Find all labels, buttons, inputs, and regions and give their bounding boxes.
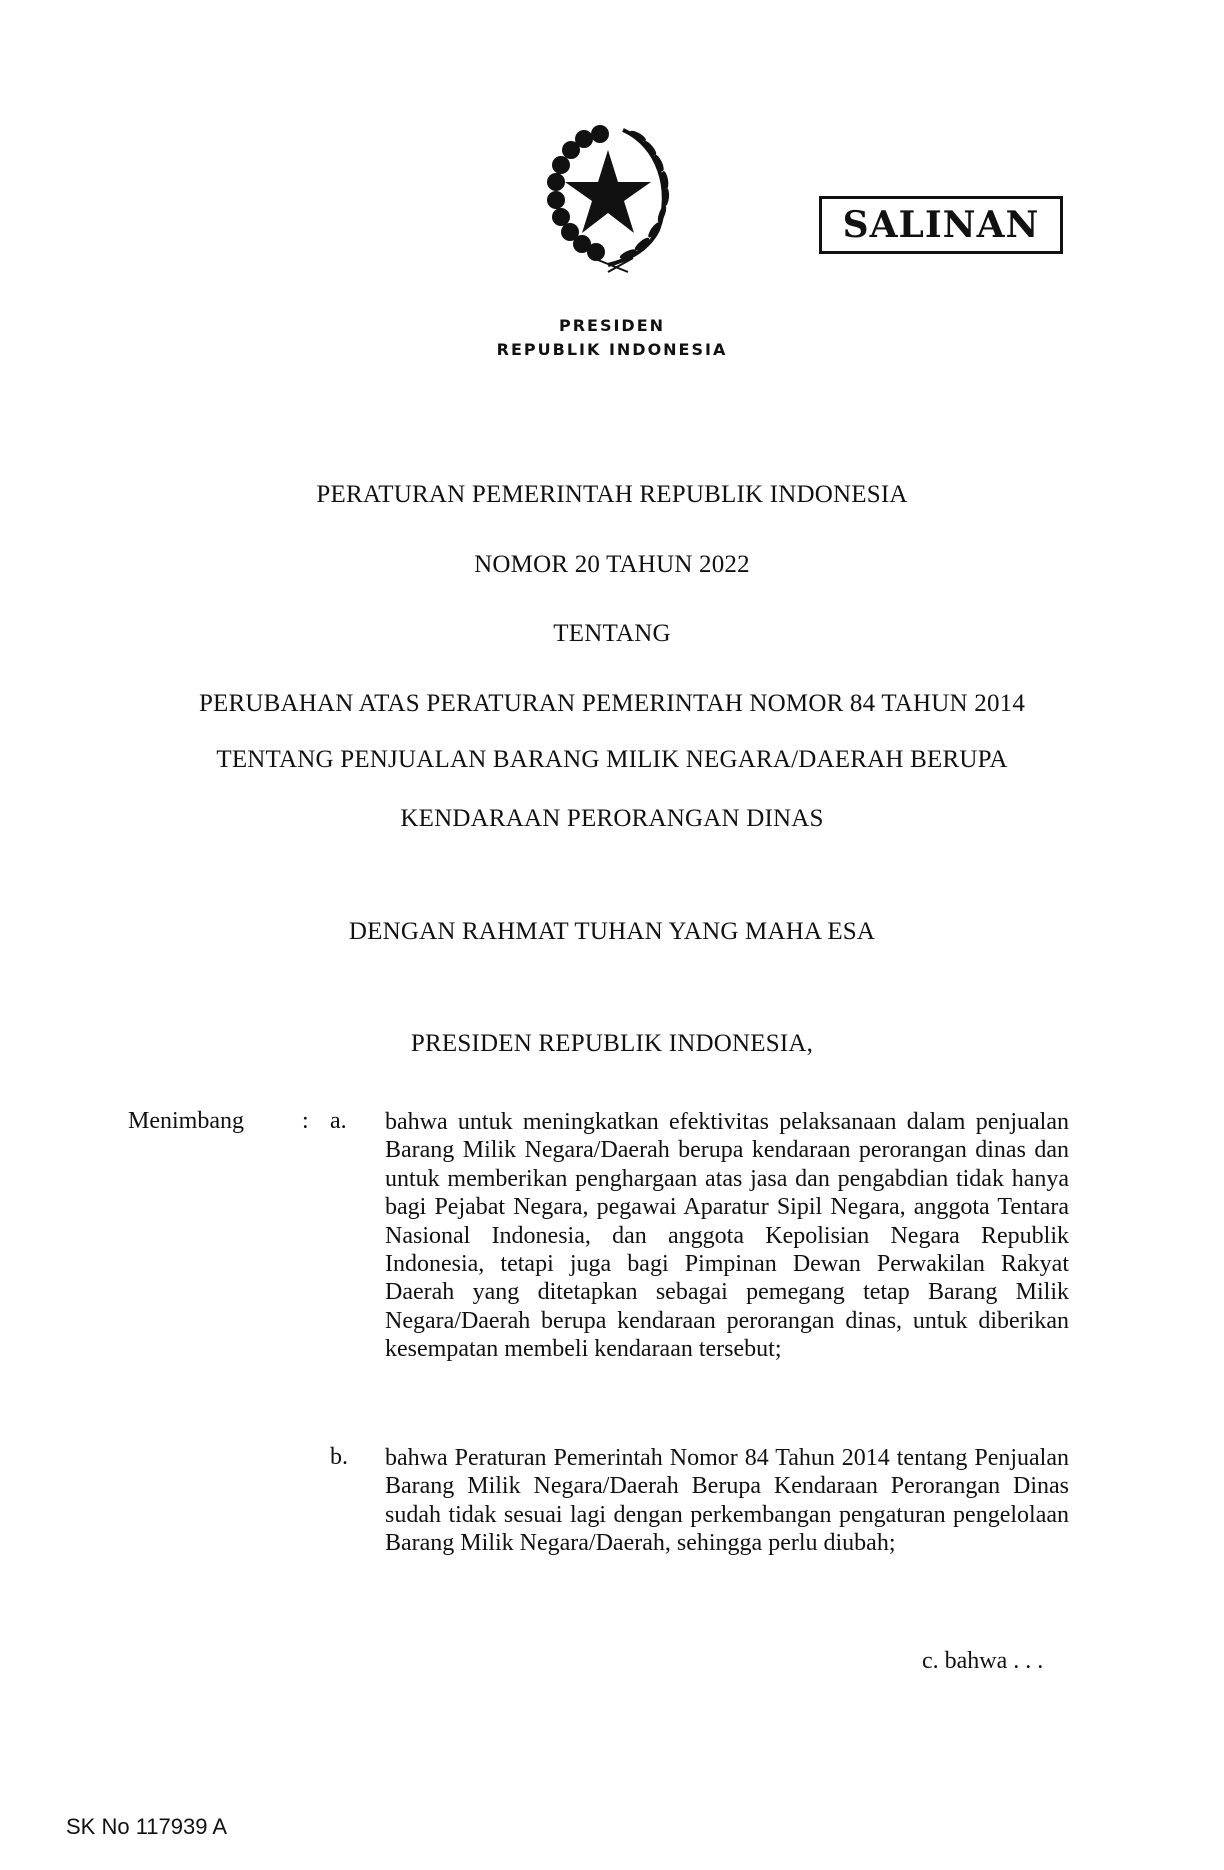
item-text: bahwa untuk meningkatkan efektivitas pelaksanaan dalam penjualan Barang Milik Negara/Daerah berupa kendaraan perorangan dinas dan untuk memberikan penghargaan atas jasa dan pengabdian tidak hanya bagi Pejabat Negara, pegawai Aparatur Sipil Negara, anggota Tentara Nasional Indonesia, dan anggota Kepolisian Negara Republik Indonesia, tetapi juga bagi Pimpinan Dewan Perwakilan Rakyat Daerah yang ditetapkan sebagai pemegang tetap Barang Milik Negara/Daerah berupa kendaraan perorangan dinas, untuk diberikan kesempatan membeli kendaraan tersebut;: [385, 1109, 1069, 1363]
regulation-number: NOMOR 20 TAHUN 2022: [474, 551, 750, 578]
issuer-text: PRESIDEN REPUBLIK INDONESIA,: [410, 1030, 814, 1057]
emblem-caption-republik: REPUBLIK INDONESIA: [496, 340, 728, 359]
stamp-label: SALINAN: [842, 204, 1040, 246]
regulation-subject-line1: PERUBAHAN ATAS PERATURAN PEMERINTAH NOMOR 84 TAHUN 2014: [198, 690, 1026, 717]
regulation-subject-line3: KENDARAAN PERORANGAN DINAS: [400, 805, 824, 832]
item-text: bahwa Peraturan Pemerintah Nomor 84 Tahun 2014 tentang Penjualan Barang Milik Negara/Daerah Berupa Kendaraan Perorangan Dinas sudah tidak sesuai lagi dengan perkembangan pengaturan pengelolaan Barang Milik Negara/Daerah, sehingga perlu diubah;: [385, 1445, 1069, 1557]
emblem-caption-presiden: PRESIDEN: [558, 316, 666, 335]
invocation-text: DENGAN RAHMAT TUHAN YANG MAHA ESA: [348, 918, 876, 945]
item-letter: b.: [330, 1444, 348, 1470]
tentang-label: TENTANG: [553, 620, 671, 647]
regulation-type-title: PERATURAN PEMERINTAH REPUBLIK INDONESIA: [316, 481, 908, 508]
salinan-stamp: [819, 196, 1063, 254]
regulation-subject-line2: TENTANG PENJUALAN BARANG MILIK NEGARA/DAERAH BERUPA: [216, 746, 1008, 773]
garuda-emblem-icon: [538, 120, 678, 300]
page-continuation-marker: c. bahwa . . .: [922, 1648, 1044, 1674]
sk-number: SK No 117939 A: [66, 1814, 228, 1839]
menimbang-label: Menimbang: [128, 1108, 244, 1134]
item-letter: a.: [330, 1108, 347, 1134]
menimbang-colon: :: [302, 1108, 309, 1134]
